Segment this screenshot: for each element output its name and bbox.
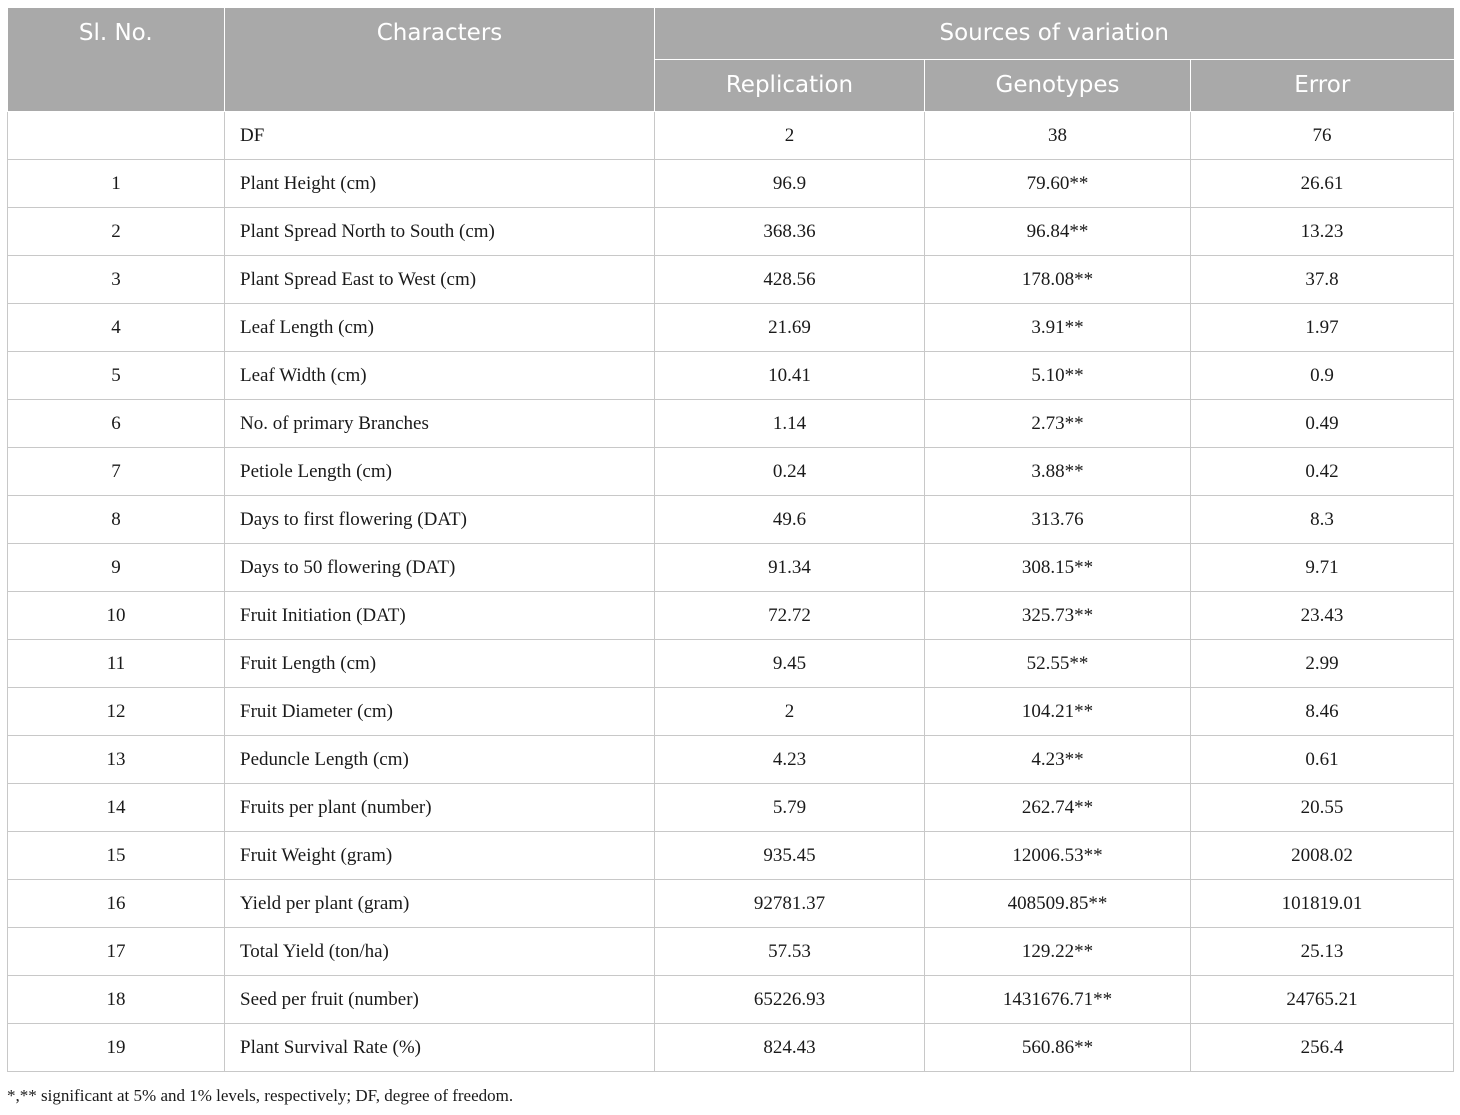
cell-sl-no: 18: [8, 976, 225, 1024]
cell-sl-no: 12: [8, 688, 225, 736]
cell-sl-no: 13: [8, 736, 225, 784]
table-row: [8, 304, 1454, 352]
table-row: [8, 976, 1454, 1024]
cell-replication: 2: [655, 112, 925, 160]
cell-genotypes: 560.86**: [925, 1024, 1191, 1072]
cell-genotypes: 325.73**: [925, 592, 1191, 640]
cell-replication: 0.24: [655, 448, 925, 496]
cell-replication: 4.23: [655, 736, 925, 784]
cell-character: Yield per plant (gram): [225, 880, 655, 928]
cell-genotypes: 2.73**: [925, 400, 1191, 448]
cell-character: Days to 50 flowering (DAT): [225, 544, 655, 592]
table-row: [8, 160, 1454, 208]
table-row: [8, 256, 1454, 304]
cell-genotypes: 5.10**: [925, 352, 1191, 400]
cell-replication: 2: [655, 688, 925, 736]
cell-sl-no: 11: [8, 640, 225, 688]
table-row: [8, 208, 1454, 256]
cell-replication: 49.6: [655, 496, 925, 544]
cell-genotypes: 104.21**: [925, 688, 1191, 736]
cell-error: 25.13: [1191, 928, 1454, 976]
cell-replication: 21.69: [655, 304, 925, 352]
cell-replication: 368.36: [655, 208, 925, 256]
table-row: [8, 352, 1454, 400]
cell-replication: 9.45: [655, 640, 925, 688]
cell-genotypes: 4.23**: [925, 736, 1191, 784]
cell-replication: 91.34: [655, 544, 925, 592]
cell-error: 76: [1191, 112, 1454, 160]
cell-sl-no: 7: [8, 448, 225, 496]
table-row: [8, 400, 1454, 448]
cell-sl-no: 4: [8, 304, 225, 352]
cell-genotypes: 12006.53**: [925, 832, 1191, 880]
anova-table: [7, 8, 1454, 1072]
cell-sl-no: 3: [8, 256, 225, 304]
cell-sl-no: 5: [8, 352, 225, 400]
cell-replication: 72.72: [655, 592, 925, 640]
cell-genotypes: 129.22**: [925, 928, 1191, 976]
cell-replication: 92781.37: [655, 880, 925, 928]
cell-sl-no: 15: [8, 832, 225, 880]
table-row: [8, 592, 1454, 640]
table-body: [8, 112, 1454, 1072]
cell-character: Fruit Length (cm): [225, 640, 655, 688]
cell-genotypes: 38: [925, 112, 1191, 160]
cell-sl-no: 14: [8, 784, 225, 832]
cell-error: 2008.02: [1191, 832, 1454, 880]
cell-character: Fruits per plant (number): [225, 784, 655, 832]
cell-genotypes: 1431676.71**: [925, 976, 1191, 1024]
table-footnote: *,** significant at 5% and 1% levels, respectively; DF, degree of freedom.: [7, 1086, 514, 1105]
cell-sl-no: 16: [8, 880, 225, 928]
cell-genotypes: 408509.85**: [925, 880, 1191, 928]
cell-replication: 428.56: [655, 256, 925, 304]
cell-character: DF: [225, 112, 655, 160]
cell-character: Plant Spread East to West (cm): [225, 256, 655, 304]
cell-error: 101819.01: [1191, 880, 1454, 928]
cell-genotypes: 79.60**: [925, 160, 1191, 208]
cell-replication: 10.41: [655, 352, 925, 400]
cell-error: 0.9: [1191, 352, 1454, 400]
cell-error: 2.99: [1191, 640, 1454, 688]
cell-character: Days to first flowering (DAT): [225, 496, 655, 544]
cell-error: 0.49: [1191, 400, 1454, 448]
cell-character: Peduncle Length (cm): [225, 736, 655, 784]
table-row: [8, 496, 1454, 544]
cell-replication: 96.9: [655, 160, 925, 208]
table-row: [8, 448, 1454, 496]
header-sl-no: Sl. No.: [8, 8, 225, 112]
table-row: [8, 544, 1454, 592]
cell-error: 8.46: [1191, 688, 1454, 736]
cell-genotypes: 3.91**: [925, 304, 1191, 352]
cell-error: 26.61: [1191, 160, 1454, 208]
table-row: [8, 112, 1454, 160]
cell-character: Leaf Length (cm): [225, 304, 655, 352]
cell-character: Petiole Length (cm): [225, 448, 655, 496]
header-replication: Replication: [655, 60, 925, 112]
cell-sl-no: 6: [8, 400, 225, 448]
cell-character: Leaf Width (cm): [225, 352, 655, 400]
cell-error: 37.8: [1191, 256, 1454, 304]
cell-error: 0.61: [1191, 736, 1454, 784]
cell-sl-no: 1: [8, 160, 225, 208]
anova-table-container: [7, 8, 1453, 1072]
cell-genotypes: 178.08**: [925, 256, 1191, 304]
cell-error: 23.43: [1191, 592, 1454, 640]
cell-character: Fruit Diameter (cm): [225, 688, 655, 736]
table-row: [8, 880, 1454, 928]
table-row: [8, 640, 1454, 688]
cell-character: Seed per fruit (number): [225, 976, 655, 1024]
cell-replication: 5.79: [655, 784, 925, 832]
cell-genotypes: 262.74**: [925, 784, 1191, 832]
cell-character: Total Yield (ton/ha): [225, 928, 655, 976]
cell-replication: 1.14: [655, 400, 925, 448]
cell-replication: 824.43: [655, 1024, 925, 1072]
table-row: [8, 928, 1454, 976]
cell-replication: 935.45: [655, 832, 925, 880]
cell-sl-no: 10: [8, 592, 225, 640]
cell-sl-no: [8, 112, 225, 160]
cell-character: Fruit Weight (gram): [225, 832, 655, 880]
table-row: [8, 784, 1454, 832]
table-row: [8, 736, 1454, 784]
cell-sl-no: 9: [8, 544, 225, 592]
table-row: [8, 832, 1454, 880]
cell-genotypes: 313.76: [925, 496, 1191, 544]
cell-error: 24765.21: [1191, 976, 1454, 1024]
table-row: [8, 1024, 1454, 1072]
cell-character: Plant Height (cm): [225, 160, 655, 208]
cell-replication: 57.53: [655, 928, 925, 976]
table-row: [8, 688, 1454, 736]
cell-sl-no: 2: [8, 208, 225, 256]
header-genotypes: Genotypes: [925, 60, 1191, 112]
header-characters: Characters: [225, 8, 655, 112]
cell-sl-no: 17: [8, 928, 225, 976]
cell-sl-no: 8: [8, 496, 225, 544]
cell-error: 13.23: [1191, 208, 1454, 256]
cell-error: 20.55: [1191, 784, 1454, 832]
cell-error: 9.71: [1191, 544, 1454, 592]
cell-character: Fruit Initiation (DAT): [225, 592, 655, 640]
cell-error: 8.3: [1191, 496, 1454, 544]
cell-error: 0.42: [1191, 448, 1454, 496]
table-header: [8, 8, 1454, 112]
cell-character: No. of primary Branches: [225, 400, 655, 448]
header-sources-of-variation: Sources of variation: [655, 8, 1454, 60]
cell-error: 1.97: [1191, 304, 1454, 352]
cell-genotypes: 3.88**: [925, 448, 1191, 496]
cell-replication: 65226.93: [655, 976, 925, 1024]
cell-error: 256.4: [1191, 1024, 1454, 1072]
header-error: Error: [1191, 60, 1454, 112]
cell-genotypes: 96.84**: [925, 208, 1191, 256]
cell-genotypes: 308.15**: [925, 544, 1191, 592]
cell-character: Plant Spread North to South (cm): [225, 208, 655, 256]
cell-sl-no: 19: [8, 1024, 225, 1072]
cell-genotypes: 52.55**: [925, 640, 1191, 688]
cell-character: Plant Survival Rate (%): [225, 1024, 655, 1072]
